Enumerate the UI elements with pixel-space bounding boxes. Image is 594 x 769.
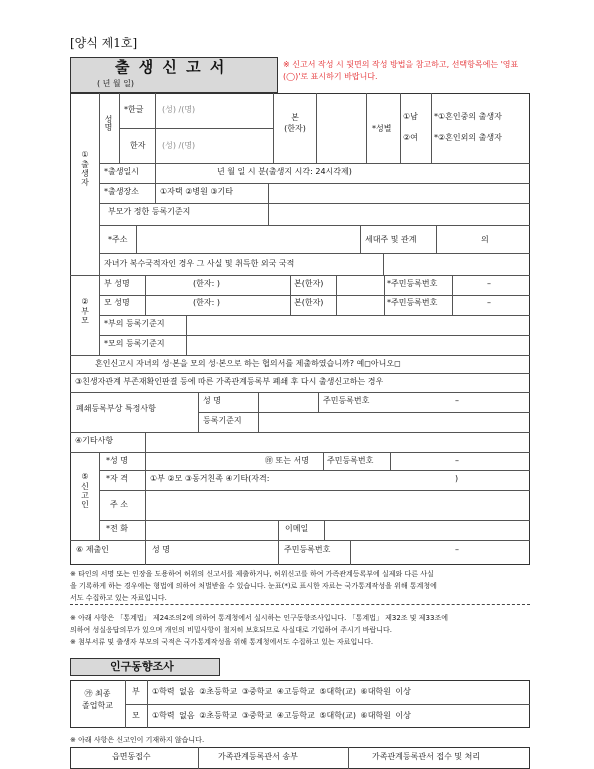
section-reporter-label: ⑤신고인	[80, 472, 90, 509]
mother-rrn-field[interactable]: –	[487, 298, 491, 307]
name-label: 성명	[104, 115, 113, 131]
mother-rrn-label: *주민등록번호	[387, 298, 438, 307]
father-reg-label: *부의 등록기준지	[104, 319, 165, 328]
dual-nationality-label: 자녀가 복수국적자인 경우 그 사실 및 취득한 외국 국적	[104, 259, 295, 268]
consent-question[interactable]: 혼인신고시 자녀의 성·본을 모의 성·본으로 하는 협의서를 제출하였습니까? 예◻아니오◻	[95, 359, 401, 368]
hangul-field[interactable]: (성) /(명)	[162, 105, 196, 114]
other-notes-label: ④기타사항	[75, 436, 114, 445]
office-col-2: 가족관계등록관서 송부	[218, 752, 298, 761]
education-label: ㉮ 최종 졸업학교	[82, 689, 113, 710]
qual-relative[interactable]: ③동거친족	[184, 474, 223, 483]
submitter-rrn-field[interactable]: –	[455, 545, 459, 554]
address-label: *주소	[108, 235, 128, 244]
hanja-field[interactable]: (성) /(명)	[162, 141, 196, 150]
father-name-label: 부 성명	[104, 279, 130, 288]
birth-datetime-field[interactable]: 년 월 일 시 분(출생지 시각: 24시각제)	[217, 167, 352, 176]
legal-notes: ※ 타인의 서명 또는 인장을 도용하여 허위의 신고서를 제출하거나, 허위신고를 하여 가족관계등록부에 실제와 다른 사실 을 기록하게 하는 경우에는 형법에 의하여 처벌받을 수 있습니다. 눈표(*)로 표시한 자료는 국가통계작성을 위해 통계청에 서도 수집하고 있는 자료입니다.	[70, 570, 437, 602]
sec3-rrn-field[interactable]: –	[455, 396, 459, 405]
qualification-close: )	[455, 474, 459, 483]
office-col-1: 읍면동접수	[112, 752, 151, 761]
form-title: 출 생 신 고 서	[115, 58, 227, 76]
sec3-reg-label: 등록기준지	[203, 416, 242, 425]
submitter-label: ⑥ 제출인	[76, 545, 109, 554]
qualification-options[interactable]	[150, 475, 269, 483]
hangul-label: *한글	[124, 105, 144, 114]
birth-place-label: *출생장소	[104, 187, 139, 196]
cut-line	[70, 604, 530, 605]
section3-title: ③친생자관계 부존재확인판결 등에 따른 가족관계등록부 폐쇄 후 다시 출생신고하는 경우	[75, 377, 384, 386]
father-bon: 본(한자)	[294, 279, 324, 288]
submitter-name-label: 성 명	[152, 545, 170, 554]
mother-reg-label: *모의 등록기준지	[104, 339, 165, 348]
place-home[interactable]: ①자택	[160, 187, 183, 196]
bon-label: 본 (한자)	[284, 113, 306, 134]
reporter-rrn-label: 주민등록번호	[327, 456, 374, 465]
edu-father-options[interactable]: ①학력 없음 ②초등학교 ③중학교 ④고등학교 ⑤대학(교) ⑥대학원 이상	[152, 687, 411, 696]
father-rrn-label: *주민등록번호	[387, 279, 438, 288]
section-parents-label: ②부모	[80, 297, 90, 325]
section-birth-label: ①출생자	[80, 150, 90, 187]
title-date: ( 년 월 일)	[97, 79, 135, 88]
sec3-name-label: 성 명	[203, 396, 221, 405]
edu-mother-options[interactable]: ①학력 없음 ②초등학교 ③중학교 ④고등학교 ⑤대학(교) ⑥대학원 이상	[152, 711, 411, 720]
place-other[interactable]: ③기타	[210, 187, 234, 196]
qual-other[interactable]: ④기타(자격:	[225, 474, 270, 483]
father-rrn-field[interactable]: –	[487, 279, 491, 288]
survey-title: 인구동향조사	[110, 660, 174, 673]
hanja-label: 한자	[130, 141, 146, 150]
gender-female[interactable]: ②여	[403, 133, 418, 142]
office-use-note: ※ 아래 사항은 신고인이 기재하지 않습니다.	[70, 736, 205, 744]
father-hanja[interactable]: (한자: )	[193, 279, 220, 288]
form-notice: ※ 신고서 작성 시 뒷면의 작성 방법을 참고하고, 선택항목에는 '영표(◯)'로 표시하기 바랍니다.	[283, 60, 519, 81]
reporter-name-label: *성 명	[106, 456, 128, 465]
closed-register-label: 폐쇄등록부상 특정사항	[76, 404, 156, 413]
office-col-3: 가족관계등록관서 접수 및 처리	[372, 752, 481, 761]
qualification-label: *자 격	[106, 474, 128, 483]
survey-notes: ※ 아래 사항은 「통계법」 제24조의2에 의하여 통계청에서 실시하는 인구동향조사입니다. 「통계법」 제32조 및 제33조에 의하여 성실응답의무가 있으며 개인의 비밀사항이 철저히 보호되므로 사실대로 기입하여 주시기 바랍니다. ※ 첨부서류 및 출생자 부모의 국적은 국가통계작성을 위해 통계청에서도 수집하고 있는 자료입니다.	[70, 614, 448, 646]
reg-base-label: 부모가 정한 등록기준지	[108, 207, 191, 216]
email-label: 이메일	[285, 524, 309, 533]
submitter-rrn-label: 주민등록번호	[284, 545, 331, 554]
qual-father[interactable]: ①부	[150, 474, 165, 483]
mother-name-label: 모 성명	[104, 298, 130, 307]
edu-mother-label: 모	[132, 711, 140, 720]
out-marriage-option[interactable]: *②혼인외의 출생자	[434, 133, 502, 142]
in-marriage-option[interactable]: *①혼인중의 출생자	[434, 112, 502, 121]
household-label: 세대주 및 관계	[365, 235, 417, 244]
mother-hanja[interactable]: (한자: )	[193, 298, 220, 307]
gender-label: *성별	[372, 124, 392, 133]
birth-datetime-label: *출생일시	[104, 167, 139, 176]
edu-father-label: 부	[132, 687, 140, 696]
reporter-rrn-field[interactable]: –	[455, 456, 459, 465]
household-suffix: 의	[481, 235, 489, 244]
phone-label: *전 화	[106, 524, 128, 533]
gender-male[interactable]: ①남	[403, 112, 418, 121]
form-number: [양식 제1호]	[70, 36, 138, 50]
reporter-address-label: 주 소	[110, 500, 128, 509]
sec3-rrn-label: 주민등록번호	[323, 396, 370, 405]
qual-mother[interactable]: ②모	[167, 474, 183, 483]
seal-signature[interactable]: ㊞ 또는 서명	[265, 456, 309, 465]
birth-place-options[interactable]	[160, 188, 233, 196]
mother-bon: 본(한자)	[294, 298, 324, 307]
place-hospital[interactable]: ②병원	[185, 187, 208, 196]
